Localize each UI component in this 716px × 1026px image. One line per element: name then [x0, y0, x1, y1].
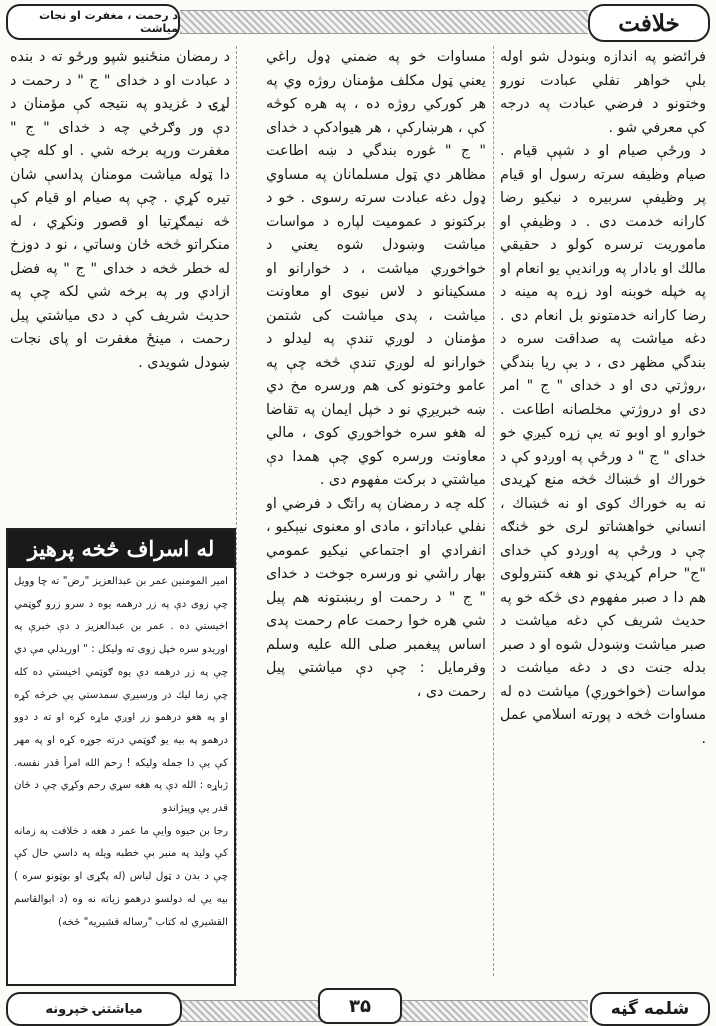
boxed-article-title: له اسراف څخه پرهیز	[8, 530, 234, 568]
issue-label: شلمه گڼه	[590, 992, 710, 1026]
column-paragraph: كله چه د رمضان په راتګ د فرضي او نفلي عباداتو ، مادى او معنوى نيېكيو ، انفرادي او اجتماعي نيكيو عمومي بهار راشي نو ورسره جوخت د خداى " ج " د رحمت او ربښتونه هم پيل شي هره خوا رحمت عام رحمت پدى اساس پيغمبر صلى الله عليه وسلم وفرمايل : چې دې مياشتي پيل رحمت دى ،	[266, 495, 486, 700]
boxed-article-paragraph: رجا بن حيوه وايې ما عمر د هغه د خلافت په زمانه كې وليد په منبر بې خطبه ويله په داسي حال كې چې د بدن د ټول لباس (له پګړی او بوټونو سره ) بيه يې له دولسو درهمو زياته نه وه (د ابوالقاسم القشيري له كتاب "رساله قشيريه" څخه)	[14, 825, 228, 928]
magazine-brand: خلافت	[588, 4, 710, 42]
page-number: ۳۵	[318, 988, 402, 1024]
boxed-article	[6, 528, 236, 986]
column-paragraph: د رمضان منځنيو شپو ورځو ته د بنده د عبادت او د خداى " ج " د رحمت د لړۍ د غزيدو په نتيجه كې مؤمنان د دې ور وګرځي چه د خداى " ج " مغفرت ورپه برخه شي . او كله چې دا ټوله مياشت مومنان پداسې شان تيره كړي . چې په صيام او قيام كې څه نيمګړتيا او قصور ونكړي ، له منكراتو څخه ځان وساتي ، نو د دوزخ له خطر څخه د خداى " ج " په فضل ازادي ور په برخه شي لكه چې په حديث شريف كې د دى مياشتي پيل رحمت ، مينځ مغفرت او پاى نجات ښودل شويدى .	[10, 49, 230, 371]
column-divider	[236, 46, 237, 976]
boxed-article-body	[8, 568, 234, 979]
column-divider	[493, 46, 494, 976]
column-paragraph: مساوات خو په ضمني ډول راغي يعني ټول مكلف مؤمنان روژه وي په هر كوركي روژه ده ، په هره كوڅه كې ، هرښاركې ، هر هيوادكې د خداى " ج " غوره بندگي د ښه اطاعت مظاهر دي ټول مسلمانان په مساوي ډول دغه عبادت سرته رسوى . خو د بركتونو د عموميت لپاره د مواسات مياشت وښودل شوه يعني د خواخوږي مياشت ، د خوارانو او مسكينانو د لاس نيوى او معاونت مياشت ، پدى مياشت كى شتمن مؤمنان د لوږي تندې په ليدلو د خوارانو له لوږي تندې څخه چې په عامو وختونو كى هم ورسره مخ دي ښه خبريږي نو د خپل ايمان په تقاضا له هغو سره خواخوږي كوى ، مالي معاونت ورسره كوي چې همدا دې مياشتي د بركت مفهوم دى .	[266, 49, 486, 488]
column-paragraph: د ورځې صيام او د شپې قيام . صيام وظيفه سرته رسول او قيام پر وظيفې سربيره د نيکيو رضا كارانه خدمت دى . د وظيفې او ماموريت ترسره كولو د حقيقي مالك او بادار په ورانديې يو انعام او په خپله خوبنه اود زړه په مينه د رضا كارانه خدمتونو بل انعام دى . دغه مياشت په صداقت سره د بندگي مظهر دى ، د بې ريا بندگي ،روژتي دى او د خداى " ج " امر دى او دروژتي مخلصانه اطاعت . خوارو او اوبو ته يې زړه كيږي خو خداى " ج " د ورځې په اوږدو كې د خوراك او څښاك څخه منع كړيدى نه به خوراك كوى او نه څښاك ، انساني خواهشاتو لرى خو څنګه چې د ورځې په اوږدو كې خداى "ج" حرام كړيدي نو هغه كنترولوى هم دا د صبر مفهوم دى څكه خو په حديث شريف كې دغه مياشت د صبر مياشت وښودل شوه او د صبر بدله جنت دى د دغه مياشت د مواسات (خواخوږي) مياشت ده له مساوات څخه د پورته اسلامي عمل .	[500, 143, 706, 747]
header-decorative-strip	[180, 10, 588, 34]
column-paragraph: فرائضو په اندازه وبنودل شو اوله بلې خواهر نفلي عبادت نورو وختونو د فرضي عبادت په درجه کې معرفي شو .	[500, 49, 706, 136]
article-column-middle	[266, 46, 486, 980]
article-column-right	[500, 46, 706, 980]
boxed-article-paragraph: امير المومنين عمر بن عبدالعزيز "رض" ته چا وويل چې زوى دې په زر درهمه يوه د سرو زرو ګوټمي اخيستي ده . عمر بن عبدالعزيز د دې خبرې په اوريدو سره خپل زوى ته وليكل : " اوريدلي مې دي چې په زر درهمه دې يوه ګوټمي اخيستي ده كله چې زما ليك در ورسيږي سمدستي يې خرڅه كړه او په هغو درهمو زر اوږي ماړه كړه او ته د دوو درهمو په بيه يو ګوټمي درته جوړه كړه او په مهر كې يې دا جمله وليكه ! رحم الله امرأ قدر نفسه. ژباړه : الله دې په هغه سړي رحم وكړي چې د ځان قدر يې وپيژاندو	[14, 576, 228, 815]
article-column-left	[10, 46, 230, 526]
section-title: د رحمت ، مغفرت او نجات میاشت	[6, 4, 180, 40]
publication-type: میاشتنۍ خپرونه	[6, 992, 182, 1026]
